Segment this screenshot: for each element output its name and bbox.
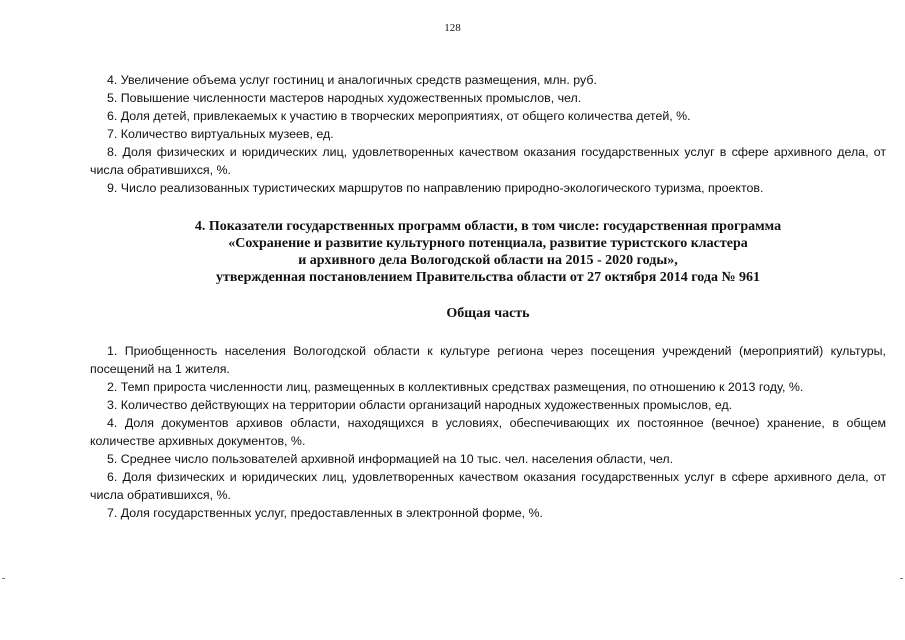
list-item: 9. Число реализованных туристических маршрутов по направлению природно-экологического туризма, проектов. — [107, 181, 764, 195]
general-indicator-list — [90, 342, 886, 522]
subheading: Общая часть — [446, 306, 530, 321]
list-item: 8. Доля физических и юридических лиц, удовлетворенных качеством оказания государственных услуг в сфере архивного дела, от числа обратившихся, %. — [90, 145, 886, 177]
list-item: 7. Количество виртуальных музеев, ед. — [107, 127, 334, 141]
section-heading-line: «Сохранение и развитие культурного потенциала, развитие туристского кластера — [228, 236, 748, 251]
list-item: 4. Увеличение объема услуг гостиниц и аналогичных средств размещения, млн. руб. — [107, 73, 597, 87]
section-heading-line: и архивного дела Вологодской области на 2015 - 2020 годы», — [298, 253, 678, 268]
list-item: 7. Доля государственных услуг, предоставленных в электронной форме, %. — [107, 506, 543, 520]
scan-edge-mark — [2, 578, 5, 579]
list-item: 6. Доля детей, привлекаемых к участию в творческих мероприятиях, от общего количества детей, %. — [107, 109, 691, 123]
section-heading-line: утвержденная постановлением Правительства области от 27 октября 2014 года № 961 — [215, 270, 761, 285]
list-item: 3. Количество действующих на территории области организаций народных художественных промыслов, ед. — [107, 398, 733, 412]
list-item: 5. Повышение численности мастеров народных художественных промыслов, чел. — [107, 91, 582, 105]
section-heading — [90, 218, 886, 286]
list-item: 2. Темп прироста численности лиц, размещенных в коллективных средствах размещения, по отношению к 2013 году, %. — [107, 380, 804, 394]
list-item: 4. Доля документов архивов области, находящихся в условиях, обеспечивающих их постоянное (вечное) хранение, в общем количестве архивных документов, %. — [90, 416, 886, 448]
list-item: 1. Приобщенность населения Вологодской области к культуре региона через посещения учреждений (мероприятий) культуры, посещений на 1 жителя. — [90, 344, 886, 376]
section-heading-line: 4. Показатели государственных программ области, в том числе: государственная программа — [194, 219, 782, 234]
scan-edge-mark — [900, 578, 903, 579]
page-number: 128 — [444, 22, 461, 34]
top-indicator-list — [90, 71, 886, 197]
list-item: 6. Доля физических и юридических лиц, удовлетворенных качеством оказания государственных услуг в сфере архивного дела, от числа обратившихся, %. — [90, 470, 886, 502]
list-item: 5. Среднее число пользователей архивной информацией на 10 тыс. чел. населения области, чел. — [107, 452, 674, 466]
